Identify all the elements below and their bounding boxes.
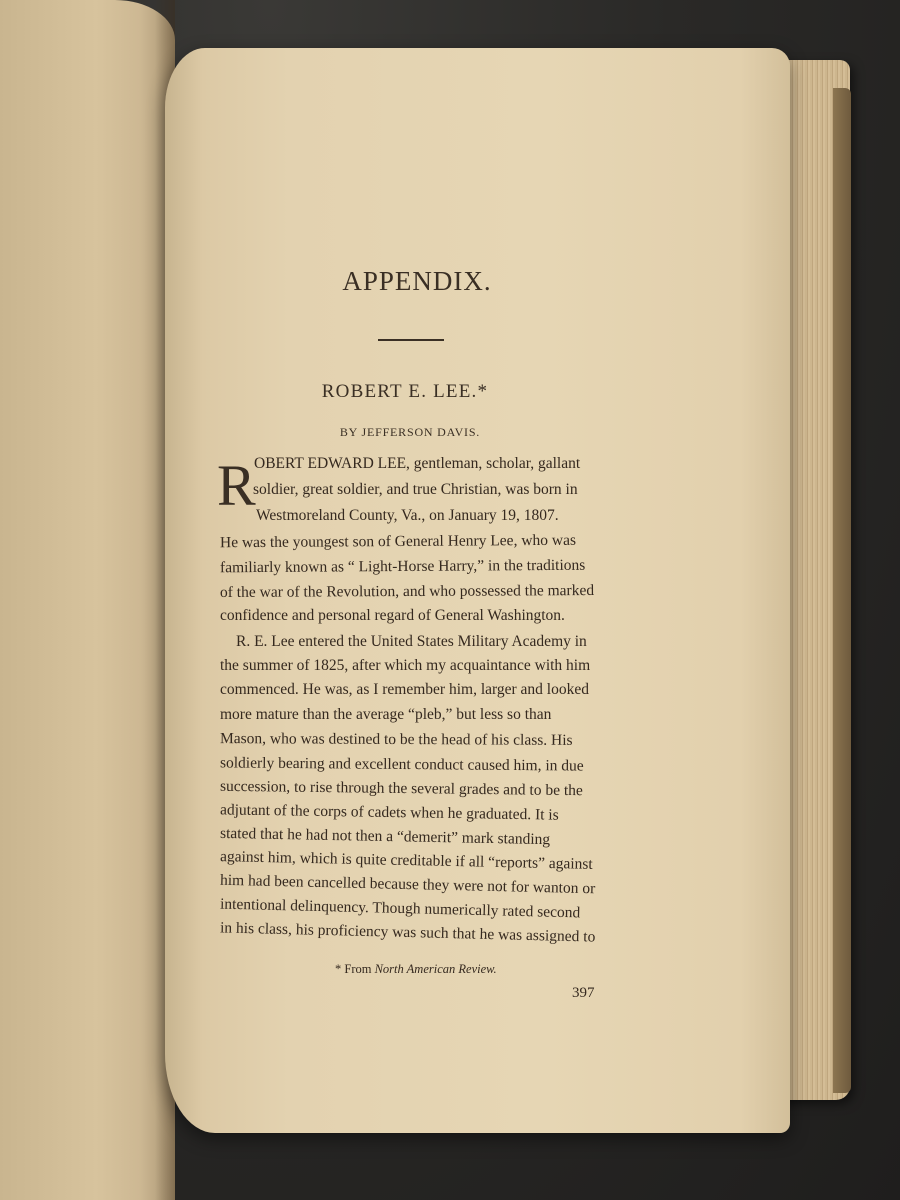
text-line: intentional delinquency. Though numerically rated second	[219, 895, 581, 922]
book-cover-edge	[833, 88, 851, 1093]
text-line: succession, to rise through the several grades and to be the	[219, 777, 583, 800]
text-line: the summer of 1825, after which my acquaintance with him	[220, 657, 591, 674]
text-line: Westmoreland County, Va., on January 19, 1807.	[256, 507, 559, 524]
text-line: R. E. Lee entered the United States Military Academy in	[236, 633, 587, 650]
drop-cap: R	[217, 453, 256, 518]
page-heading: APPENDIX.	[342, 266, 492, 296]
text-line: more mature than the average “pleb,” but less so than	[220, 706, 552, 723]
text-line: commenced. He was, as I remember him, larger and looked	[220, 681, 589, 698]
text-line: stated that he had not then a “demerit” mark standing	[219, 824, 551, 849]
text-line: adjutant of the corps of cadets when he graduated. It is	[219, 801, 559, 824]
text-line: Mason, who was destined to be the head of his class. His	[219, 730, 573, 749]
text-line: in his class, his proficiency was such that he was assigned to	[219, 919, 596, 946]
text-line: OBERT EDWARD LEE, gentleman, scholar, gallant	[254, 455, 581, 472]
text-line: familiarly known as “ Light-Horse Harry,” in the traditions	[219, 556, 586, 577]
text-line: soldierly bearing and excellent conduct caused him, in due	[219, 754, 584, 775]
text-line: of the war of the Revolution, and who possessed the marked	[219, 582, 595, 601]
footnote	[335, 962, 497, 977]
footnote-source: North American Review.	[374, 962, 497, 976]
text-line: He was the youngest son of General Henry Lee, who was	[219, 531, 577, 552]
chapter-title: ROBERT E. LEE.*	[321, 381, 489, 402]
author-byline: BY JEFFERSON DAVIS.	[339, 425, 481, 439]
heading-rule	[378, 339, 444, 341]
text-line: confidence and personal regard of General Washington.	[220, 607, 565, 624]
left-page	[0, 0, 175, 1200]
text-line: him had been cancelled because they were not for wanton or	[219, 871, 596, 898]
footnote-prefix: * From	[335, 962, 372, 976]
text-line: soldier, great soldier, and true Christian, was born in	[253, 481, 578, 498]
text-line: against him, which is quite creditable if all “reports” against	[219, 848, 593, 873]
page-number: 397	[572, 985, 595, 1001]
